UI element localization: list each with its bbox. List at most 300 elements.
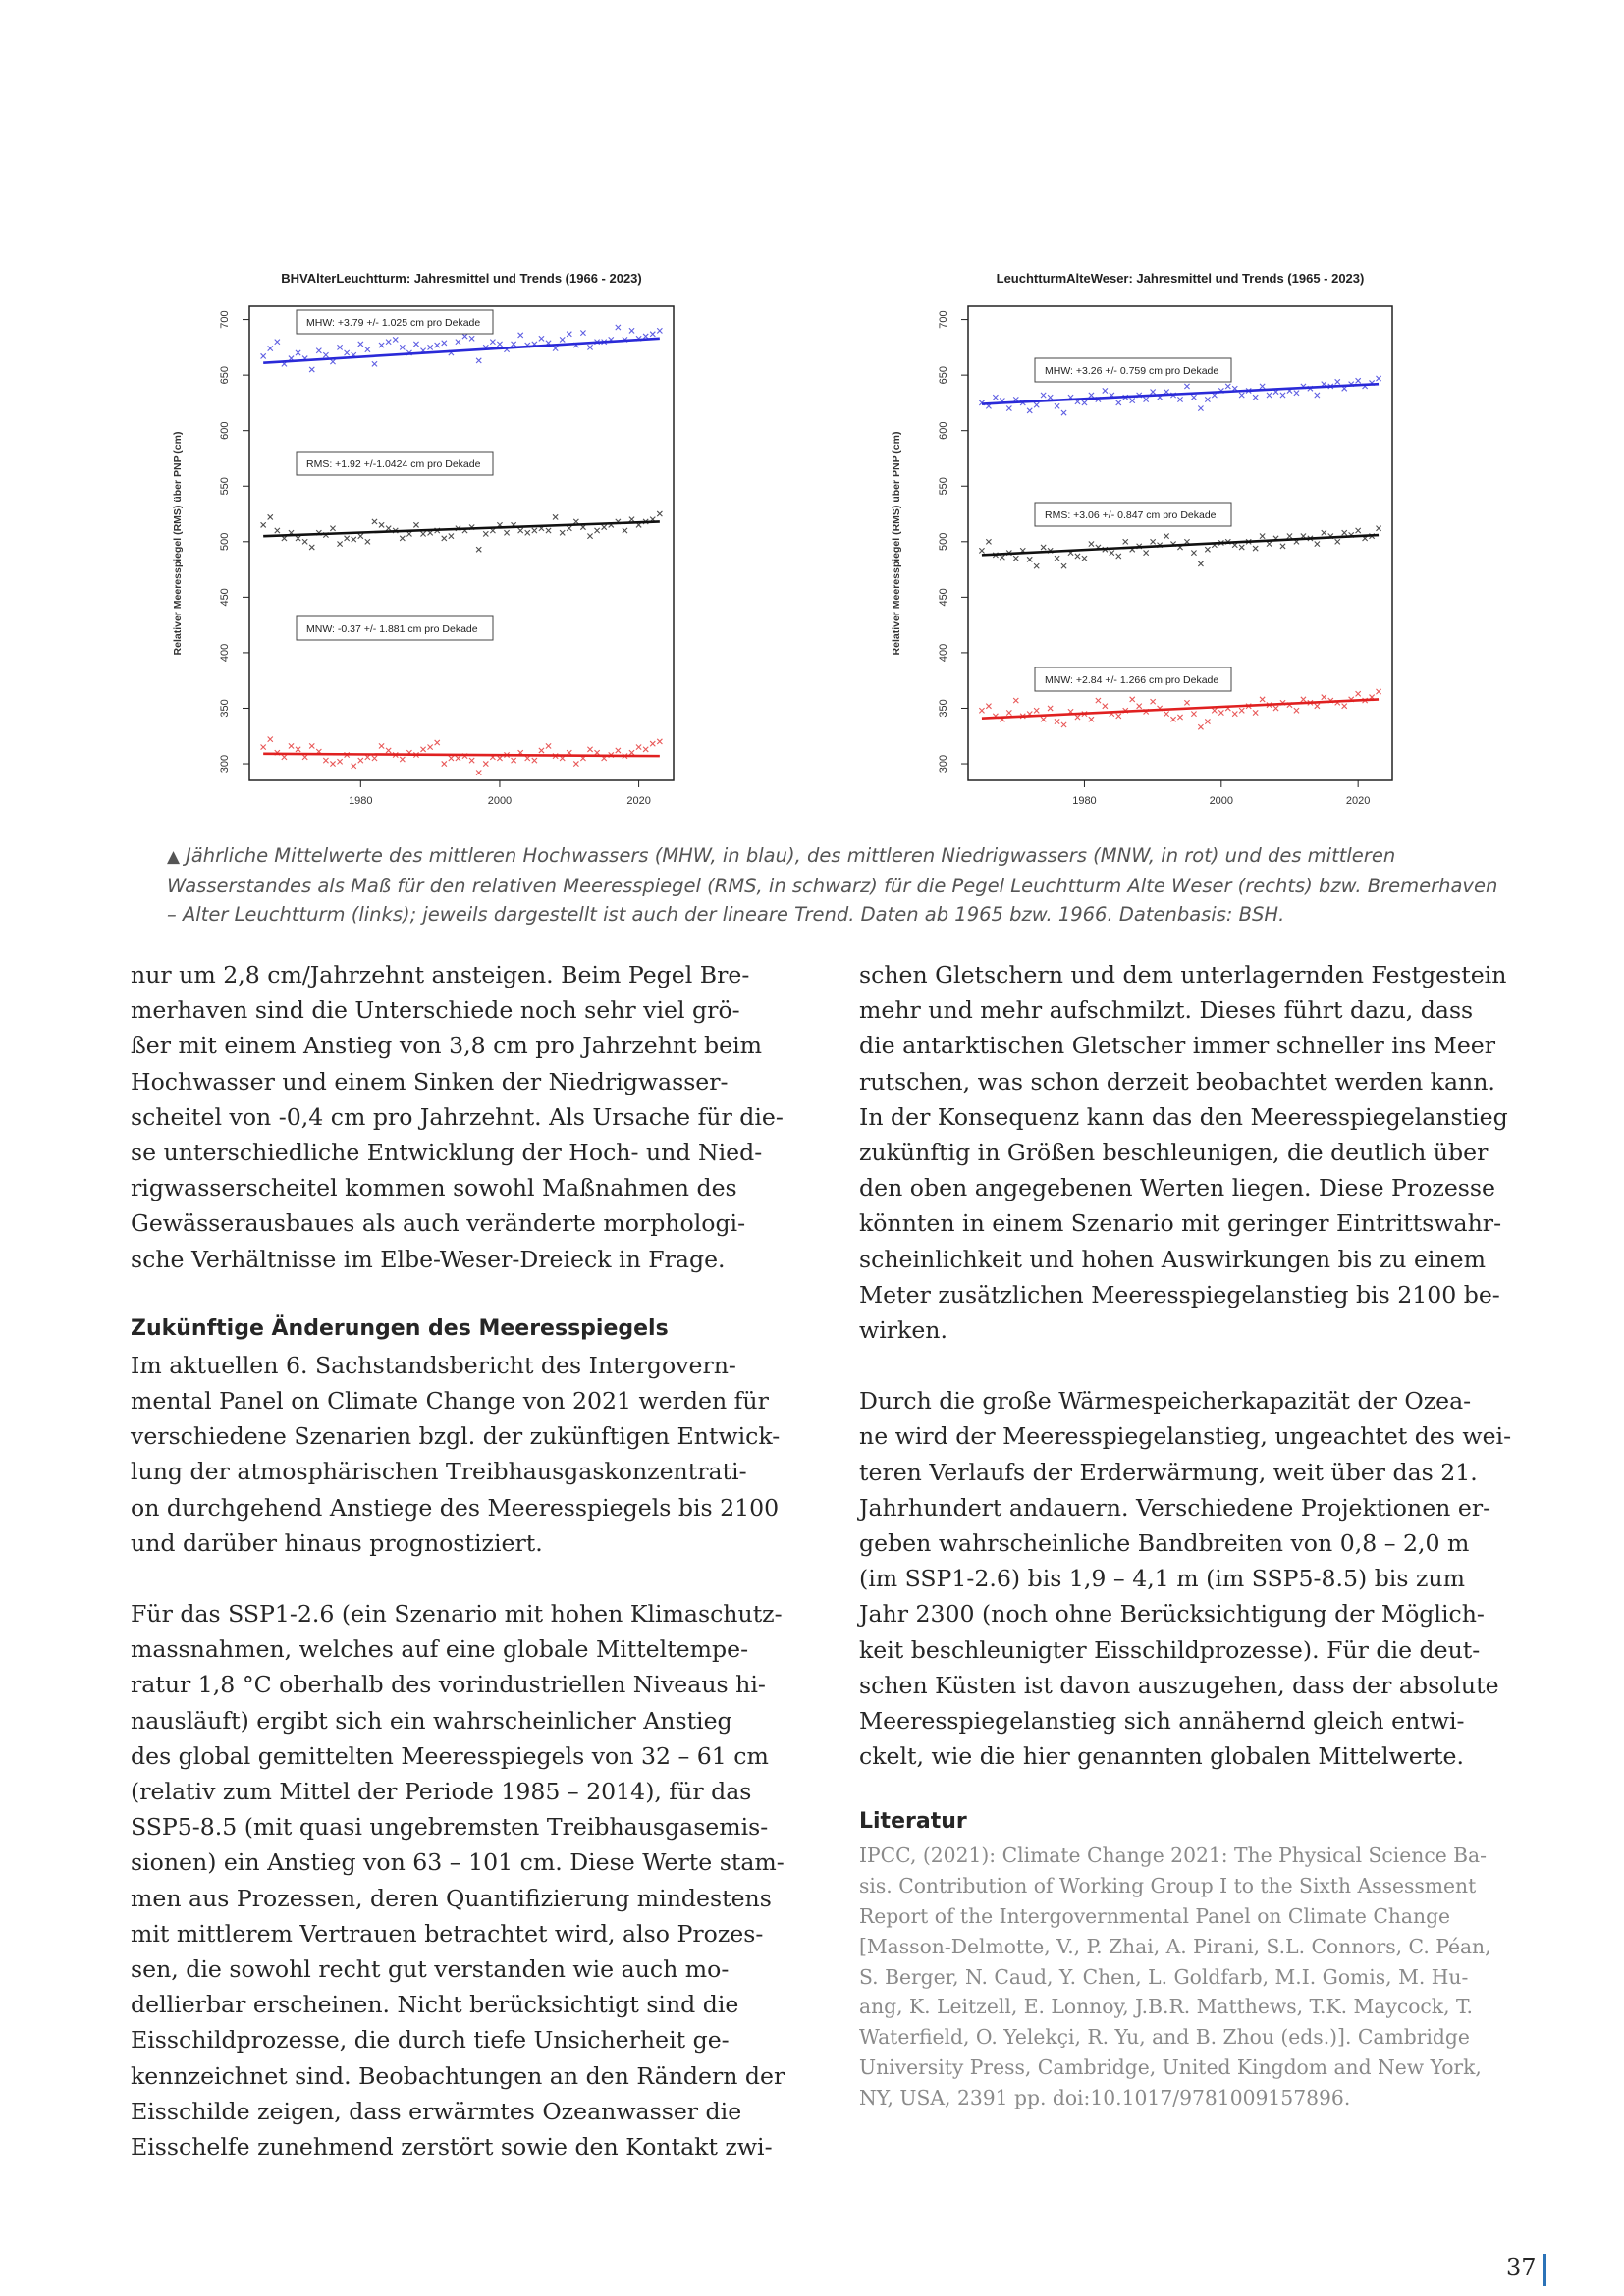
y-tick-label: 450 bbox=[219, 588, 231, 607]
y-tick-label: 600 bbox=[219, 421, 231, 440]
y-tick-label: 700 bbox=[219, 310, 231, 329]
y-tick-label: 300 bbox=[219, 754, 231, 774]
data-point-x-marker bbox=[476, 547, 481, 552]
data-point-x-marker bbox=[483, 761, 488, 766]
data-point-x-marker bbox=[504, 530, 509, 535]
data-point-x-marker bbox=[497, 756, 502, 761]
left-paragraph-2 bbox=[131, 1348, 820, 1561]
text-line: Eisschilde zeigen, dass erwärmtes Ozeanwasser die bbox=[131, 2097, 742, 2125]
data-point-x-marker bbox=[1048, 706, 1053, 711]
text-line: schen Gletschern und dem unterlagernden Festgestein bbox=[859, 961, 1507, 988]
text-line: nur um 2,8 cm/Jahrzehnt ansteigen. Beim Pegel Bre- bbox=[131, 961, 750, 988]
text-line: S. Berger, N. Caud, Y. Chen, L. Goldfarb, M.I. Gomis, M. Hu- bbox=[859, 1964, 1469, 1989]
left-paragraph-3 bbox=[131, 1596, 820, 2164]
data-point-x-marker bbox=[261, 522, 266, 527]
data-point-x-marker bbox=[296, 350, 300, 355]
data-point-x-marker bbox=[330, 359, 335, 364]
data-point-x-marker bbox=[512, 758, 516, 763]
data-point-x-marker bbox=[268, 346, 273, 350]
data-point-x-marker bbox=[1116, 400, 1121, 405]
chart-alte-weser bbox=[886, 257, 1396, 815]
data-point-x-marker bbox=[497, 342, 502, 347]
data-point-x-marker bbox=[386, 526, 391, 531]
data-point-x-marker bbox=[1205, 397, 1210, 401]
y-tick-label: 550 bbox=[219, 477, 231, 496]
data-point-x-marker bbox=[1294, 391, 1299, 396]
text-line: Jahr 2300 (noch ohne Berücksichtigung der Möglich- bbox=[859, 1600, 1485, 1629]
text-line: massnahmen, welches auf eine globale Mitteltempe- bbox=[131, 1635, 749, 1664]
text-line: schen Küsten ist davon auszugehen, dass der absolute bbox=[859, 1671, 1499, 1699]
data-point-x-marker bbox=[1218, 710, 1223, 715]
data-point-x-marker bbox=[1177, 397, 1182, 401]
y-tick-label: 700 bbox=[938, 310, 949, 329]
data-point-x-marker bbox=[643, 747, 648, 752]
data-point-x-marker bbox=[594, 528, 599, 533]
data-point-x-marker bbox=[337, 759, 342, 764]
data-point-x-marker bbox=[1225, 384, 1230, 389]
data-point-x-marker bbox=[358, 534, 363, 539]
data-point-x-marker bbox=[476, 770, 481, 774]
data-point-x-marker bbox=[512, 342, 516, 347]
data-point-x-marker bbox=[1239, 545, 1244, 550]
y-tick-label: 650 bbox=[219, 365, 231, 385]
left-paragraph-1 bbox=[131, 957, 820, 1277]
data-point-x-marker bbox=[289, 743, 294, 748]
data-point-x-marker bbox=[546, 743, 551, 748]
data-point-x-marker bbox=[400, 757, 405, 762]
literature-heading: Literatur bbox=[859, 1809, 967, 1835]
data-point-x-marker bbox=[379, 522, 384, 527]
data-point-x-marker bbox=[1089, 717, 1094, 721]
data-point-x-marker bbox=[1170, 717, 1175, 721]
plot-frame bbox=[249, 306, 674, 780]
data-point-x-marker bbox=[1184, 384, 1189, 389]
data-point-x-marker bbox=[275, 528, 280, 533]
text-line: ang, K. Leitzell, E. Lonnoy, J.B.R. Matthews, T.K. Maycock, T. bbox=[859, 1995, 1473, 2019]
data-point-x-marker bbox=[1198, 561, 1203, 566]
text-line: men aus Prozessen, deren Quantifizierung mindestens bbox=[131, 1884, 772, 1912]
data-point-x-marker bbox=[1164, 712, 1168, 717]
text-line: SSP5-8.5 (mit quasi ungebremsten Treibhausgasemis- bbox=[131, 1813, 769, 1842]
data-point-x-marker bbox=[282, 755, 287, 760]
data-point-x-marker bbox=[1013, 556, 1018, 561]
data-point-x-marker bbox=[275, 340, 280, 345]
data-point-x-marker bbox=[532, 528, 537, 533]
data-point-x-marker bbox=[469, 336, 474, 341]
data-point-x-marker bbox=[1055, 556, 1059, 561]
y-tick-label: 350 bbox=[219, 699, 231, 718]
y-tick-label: 600 bbox=[938, 421, 949, 440]
data-point-x-marker bbox=[456, 756, 460, 761]
right-paragraph-2 bbox=[859, 1383, 1548, 1774]
data-point-x-marker bbox=[1006, 405, 1011, 410]
literature-entry bbox=[859, 1841, 1548, 2112]
data-point-x-marker bbox=[560, 530, 565, 535]
y-tick-label: 300 bbox=[938, 754, 949, 774]
data-point-x-marker bbox=[657, 511, 662, 516]
data-point-x-marker bbox=[337, 541, 342, 546]
data-point-x-marker bbox=[650, 332, 655, 337]
data-point-x-marker bbox=[449, 756, 454, 761]
data-point-x-marker bbox=[345, 536, 350, 541]
data-point-x-marker bbox=[1301, 697, 1306, 702]
trend-line-mnw bbox=[263, 754, 660, 756]
data-point-x-marker bbox=[483, 531, 488, 536]
data-point-x-marker bbox=[629, 517, 634, 522]
data-point-x-marker bbox=[1089, 393, 1094, 398]
left-column bbox=[131, 957, 820, 2164]
data-point-x-marker bbox=[449, 534, 454, 539]
data-point-x-marker bbox=[1280, 393, 1285, 398]
data-point-x-marker bbox=[580, 331, 585, 336]
data-point-x-marker bbox=[1376, 689, 1380, 694]
data-point-x-marker bbox=[567, 332, 571, 337]
data-point-x-marker bbox=[352, 764, 356, 769]
data-point-x-marker bbox=[979, 548, 984, 553]
data-point-x-marker bbox=[442, 761, 447, 766]
data-point-x-marker bbox=[1294, 708, 1299, 713]
data-point-x-marker bbox=[1342, 530, 1347, 535]
x-tick-label: 2020 bbox=[1345, 795, 1371, 807]
text-line: mehr und mehr aufschmilzt. Dieses führt dazu, dass bbox=[859, 996, 1474, 1025]
x-tick-label: 1980 bbox=[1072, 795, 1097, 807]
caption-triangle-icon: ▲ bbox=[167, 847, 181, 867]
data-point-x-marker bbox=[1137, 704, 1142, 709]
text-line: die antarktischen Gletscher immer schneller ins Meer bbox=[859, 1032, 1496, 1060]
data-point-x-marker bbox=[1055, 403, 1059, 408]
text-line: Im aktuellen 6. Sachstandsbericht des Intergovern- bbox=[131, 1351, 736, 1379]
data-point-x-marker bbox=[629, 750, 634, 755]
text-line: könnten in einem Szenario mit geringer Eintrittswahr- bbox=[859, 1209, 1502, 1238]
text-line: rutschen, was schon derzeit beobachtet werden kann. bbox=[859, 1067, 1495, 1095]
data-point-x-marker bbox=[323, 352, 328, 357]
data-point-x-marker bbox=[1048, 395, 1053, 400]
data-point-x-marker bbox=[302, 539, 307, 544]
data-point-x-marker bbox=[358, 342, 363, 347]
data-point-x-marker bbox=[476, 358, 481, 363]
text-line: Eisschildprozesse, die durch tiefe Unsicherheit ge- bbox=[131, 2026, 730, 2055]
data-point-x-marker bbox=[1287, 534, 1292, 539]
data-point-x-marker bbox=[1075, 715, 1080, 720]
annotation-text-mhw: MHW: +3.79 +/- 1.025 cm pro Dekade bbox=[306, 317, 481, 329]
data-point-x-marker bbox=[573, 761, 578, 766]
series-rms bbox=[261, 511, 663, 552]
y-tick-label: 400 bbox=[938, 643, 949, 663]
right-column bbox=[859, 957, 1548, 2113]
text-line: Durch die große Wärmespeicherkapazität der Ozea- bbox=[859, 1387, 1472, 1415]
chart-title: BHVAlterLeuchtturm: Jahresmittel und Trends (1966 - 2023) bbox=[281, 271, 642, 286]
data-point-x-marker bbox=[296, 747, 300, 752]
data-point-x-marker bbox=[518, 333, 523, 338]
annotation-text-rms: RMS: +3.06 +/- 0.847 cm pro Dekade bbox=[1045, 509, 1217, 521]
text-line: rigwasserscheitel kommen sowohl Maßnahmen des bbox=[131, 1174, 737, 1202]
data-point-x-marker bbox=[1356, 691, 1361, 696]
data-point-x-marker bbox=[358, 758, 363, 763]
text-line: wirken. bbox=[859, 1316, 947, 1345]
y-tick-label: 500 bbox=[938, 532, 949, 551]
text-line: sche Verhältnisse im Elbe-Weser-Dreieck in Frage. bbox=[131, 1245, 726, 1273]
text-line: Hochwasser und einem Sinken der Niedrigwasser- bbox=[131, 1067, 729, 1095]
data-point-x-marker bbox=[413, 522, 418, 527]
data-point-x-marker bbox=[372, 361, 377, 366]
data-point-x-marker bbox=[587, 345, 592, 349]
data-point-x-marker bbox=[1061, 722, 1066, 727]
data-point-x-marker bbox=[1041, 717, 1046, 721]
data-point-x-marker bbox=[413, 342, 418, 347]
data-point-x-marker bbox=[1123, 539, 1128, 544]
annotation-text-mnw: MNW: +2.84 +/- 1.266 cm pro Dekade bbox=[1045, 674, 1219, 686]
data-point-x-marker bbox=[986, 539, 991, 544]
data-point-x-marker bbox=[400, 345, 405, 349]
text-line: ckelt, wie die hier genannten globalen Mittelwerte. bbox=[859, 1742, 1464, 1771]
data-point-x-marker bbox=[316, 348, 321, 353]
data-point-x-marker bbox=[1315, 704, 1320, 709]
text-line: In der Konsequenz kann das den Meeresspiegelanstieg bbox=[859, 1102, 1508, 1131]
text-line: mit mittlerem Vertrauen betrachtet wird, also Prozes- bbox=[131, 1919, 764, 1948]
text-line: lung der atmosphärischen Treibhausgaskonzentrati- bbox=[131, 1458, 747, 1486]
data-point-x-marker bbox=[546, 528, 551, 533]
data-point-x-marker bbox=[1034, 402, 1039, 407]
chart-svg bbox=[886, 257, 1396, 815]
data-point-x-marker bbox=[1232, 712, 1237, 717]
data-point-x-marker bbox=[1260, 534, 1265, 539]
data-point-x-marker bbox=[268, 514, 273, 519]
data-point-x-marker bbox=[1055, 719, 1059, 723]
data-point-x-marker bbox=[636, 744, 641, 749]
data-point-x-marker bbox=[1342, 704, 1347, 709]
text-line: sis. Contribution of Working Group I to the Sixth Assessment bbox=[859, 1874, 1477, 1898]
data-point-x-marker bbox=[616, 325, 621, 330]
data-point-x-marker bbox=[1356, 528, 1361, 533]
data-point-x-marker bbox=[309, 743, 314, 748]
data-point-x-marker bbox=[309, 545, 314, 550]
data-point-x-marker bbox=[1212, 708, 1217, 713]
annotation-text-rms: RMS: +1.92 +/-1.0424 cm pro Dekade bbox=[306, 458, 481, 470]
data-point-x-marker bbox=[602, 524, 607, 529]
data-point-x-marker bbox=[1239, 708, 1244, 713]
text-line: ßer mit einem Anstieg von 3,8 cm pro Jahrzehnt beim bbox=[131, 1032, 763, 1060]
annotation-text-mhw: MHW: +3.26 +/- 0.759 cm pro Dekade bbox=[1045, 365, 1219, 377]
data-point-x-marker bbox=[365, 539, 370, 544]
x-tick-label: 2000 bbox=[1209, 795, 1234, 807]
data-point-x-marker bbox=[1280, 544, 1285, 549]
data-point-x-marker bbox=[372, 756, 377, 761]
text-line: zukünftig in Größen beschleunigen, die deutlich über bbox=[859, 1139, 1489, 1167]
data-point-x-marker bbox=[1191, 712, 1196, 717]
data-point-x-marker bbox=[553, 346, 558, 350]
data-point-x-marker bbox=[1315, 541, 1320, 546]
text-line: und darüber hinaus prognostiziert. bbox=[131, 1528, 543, 1557]
text-line: nausläuft) ergibt sich ein wahrscheinlicher Anstieg bbox=[131, 1706, 732, 1735]
data-point-x-marker bbox=[1000, 555, 1004, 560]
data-point-x-marker bbox=[629, 328, 634, 333]
text-line: Jahrhundert andauern. Verschiedene Projektionen er- bbox=[859, 1493, 1491, 1522]
data-point-x-marker bbox=[657, 739, 662, 744]
data-point-x-marker bbox=[1027, 557, 1032, 561]
data-point-x-marker bbox=[1082, 556, 1087, 561]
data-point-x-marker bbox=[1034, 708, 1039, 713]
data-point-x-marker bbox=[553, 514, 558, 519]
data-point-x-marker bbox=[623, 528, 627, 533]
text-line: kennzeichnet sind. Beobachtungen an den Rändern der bbox=[131, 2061, 785, 2090]
data-point-x-marker bbox=[1260, 697, 1265, 702]
data-point-x-marker bbox=[400, 536, 405, 541]
text-line: Meeresspiegelanstieg sich annähernd gleich entwi- bbox=[859, 1707, 1465, 1735]
text-line: Meter zusätzlichen Meeresspiegelanstieg bis 2100 be- bbox=[859, 1280, 1500, 1308]
data-point-x-marker bbox=[490, 340, 495, 345]
y-tick-label: 500 bbox=[219, 532, 231, 551]
data-point-x-marker bbox=[1116, 714, 1121, 719]
x-tick-label: 1980 bbox=[349, 795, 373, 807]
data-point-x-marker bbox=[428, 345, 433, 349]
series-rms bbox=[979, 526, 1380, 569]
data-point-x-marker bbox=[1116, 554, 1121, 559]
data-point-x-marker bbox=[986, 704, 991, 709]
text-line: (im SSP1-2.6) bis 1,9 – 4,1 m (im SSP5-8.5) bis zum bbox=[859, 1565, 1465, 1593]
data-point-x-marker bbox=[1376, 376, 1380, 381]
data-point-x-marker bbox=[657, 328, 662, 333]
data-point-x-marker bbox=[1096, 698, 1101, 703]
data-point-x-marker bbox=[1151, 539, 1156, 544]
data-point-x-marker bbox=[1335, 379, 1340, 384]
data-point-x-marker bbox=[1322, 530, 1326, 535]
data-point-x-marker bbox=[386, 340, 391, 345]
data-point-x-marker bbox=[539, 748, 544, 753]
data-point-x-marker bbox=[560, 337, 565, 342]
y-tick-label: 400 bbox=[219, 643, 231, 663]
text-line: on durchgehend Anstiege des Meeresspiegels bis 2100 bbox=[131, 1493, 780, 1522]
text-line: Waterfield, O. Yelekçi, R. Yu, and B. Zhou (eds.)]. Cambridge bbox=[859, 2025, 1470, 2050]
y-tick-label: 350 bbox=[938, 699, 949, 718]
data-point-x-marker bbox=[993, 395, 998, 400]
data-point-x-marker bbox=[1041, 393, 1046, 398]
data-point-x-marker bbox=[1144, 551, 1149, 556]
caption-text: Jährliche Mittelwerte des mittleren Hochwassers (MHW, in blau), des mittleren Niedrigwassers (MNW, in rot) und des mittleren Wasserstandes als Maß für den relativen Meeresspiegel (RMS, in schwarz) für die Pegel Leuchtturm Alte Weser (rechts) bzw. Bremerhaven – Alter Leuchtturm (links); jeweils dargestellt ist auch der lineare Trend. Daten ab 1965 bzw. 1966. Datenbasis: BSH. bbox=[167, 844, 1498, 926]
data-point-x-marker bbox=[1253, 546, 1258, 551]
text-line: Report of the Intergovernmental Panel on Climate Change bbox=[859, 1904, 1451, 1929]
trend-line-mhw bbox=[263, 339, 660, 363]
data-point-x-marker bbox=[1061, 410, 1066, 415]
chart-title: LeuchtturmAlteWeser: Jahresmittel und Trends (1965 - 2023) bbox=[996, 271, 1365, 286]
text-line: scheitel von -0,4 cm pro Jahrzehnt. Als Ursache für die- bbox=[131, 1102, 784, 1131]
data-point-x-marker bbox=[456, 340, 460, 345]
data-point-x-marker bbox=[1144, 397, 1149, 401]
literature-block bbox=[859, 1841, 1548, 2112]
text-line: sen, die sowohl recht gut verstanden wie auch mo- bbox=[131, 1955, 730, 1984]
text-line: NY, USA, 2391 pp. doi:10.1017/9781009157896. bbox=[859, 2085, 1351, 2109]
data-point-x-marker bbox=[1027, 408, 1032, 413]
data-point-x-marker bbox=[379, 743, 384, 748]
data-point-x-marker bbox=[379, 343, 384, 347]
figure-caption bbox=[167, 841, 1502, 929]
data-point-x-marker bbox=[1315, 393, 1320, 398]
data-point-x-marker bbox=[1075, 554, 1080, 559]
data-point-x-marker bbox=[442, 536, 447, 541]
data-point-x-marker bbox=[1103, 388, 1108, 393]
data-point-x-marker bbox=[345, 350, 350, 355]
text-line: scheinlichkeit und hohen Auswirkungen bis zu einem bbox=[859, 1245, 1486, 1273]
data-point-x-marker bbox=[518, 528, 523, 533]
data-point-x-marker bbox=[1267, 393, 1272, 398]
data-point-x-marker bbox=[1260, 384, 1265, 389]
data-point-x-marker bbox=[462, 334, 467, 339]
data-point-x-marker bbox=[1253, 710, 1258, 715]
data-point-x-marker bbox=[1205, 719, 1210, 723]
text-line: verschiedene Szenarien bzgl. der zukünftigen Entwick- bbox=[131, 1422, 781, 1451]
data-point-x-marker bbox=[1198, 724, 1203, 729]
text-line: Eisschelfe zunehmend zerstört sowie den Kontakt zwi- bbox=[131, 2133, 773, 2162]
data-point-x-marker bbox=[532, 758, 537, 763]
data-point-x-marker bbox=[435, 740, 440, 745]
data-point-x-marker bbox=[372, 519, 377, 524]
data-point-x-marker bbox=[616, 748, 621, 753]
text-line: den oben angegebenen Werten liegen. Diese Prozesse bbox=[859, 1174, 1495, 1202]
data-point-x-marker bbox=[587, 534, 592, 539]
trend-line-mhw bbox=[982, 384, 1379, 403]
y-tick-label: 550 bbox=[938, 477, 949, 496]
data-point-x-marker bbox=[393, 337, 398, 342]
chart-bremerhaven bbox=[167, 257, 677, 815]
data-point-x-marker bbox=[435, 343, 440, 347]
text-line: University Press, Cambridge, United Kingdom and New York, bbox=[859, 2056, 1482, 2080]
y-axis-label: Relativer Meeresspiegel (RMS) über PNP (cm) bbox=[891, 431, 902, 656]
y-tick-label: 650 bbox=[938, 365, 949, 385]
data-point-x-marker bbox=[1006, 710, 1011, 715]
data-point-x-marker bbox=[539, 336, 544, 341]
data-point-x-marker bbox=[420, 747, 425, 752]
trend-line-rms bbox=[263, 521, 660, 536]
text-line: dellierbar erscheinen. Nicht berücksichtigt sind die bbox=[131, 1991, 739, 2019]
data-point-x-marker bbox=[1130, 399, 1135, 403]
y-tick-label: 450 bbox=[938, 588, 949, 607]
data-point-x-marker bbox=[587, 747, 592, 752]
data-point-x-marker bbox=[1151, 699, 1156, 704]
data-point-x-marker bbox=[979, 708, 984, 713]
text-line: mental Panel on Climate Change von 2021 werden für bbox=[131, 1387, 769, 1415]
data-point-x-marker bbox=[1177, 715, 1182, 720]
data-point-x-marker bbox=[1198, 405, 1203, 410]
text-line: Gewässerausbaues als auch veränderte morphologi- bbox=[131, 1209, 746, 1238]
data-point-x-marker bbox=[302, 755, 307, 760]
data-point-x-marker bbox=[1164, 534, 1168, 539]
data-point-x-marker bbox=[330, 526, 335, 531]
data-point-x-marker bbox=[1103, 704, 1108, 709]
data-point-x-marker bbox=[1041, 545, 1046, 550]
text-line: teren Verlaufs der Erderwärmung, weit über das 21. bbox=[859, 1458, 1478, 1486]
section-heading: Zukünftige Änderungen des Meeresspiegels bbox=[131, 1315, 669, 1341]
data-point-x-marker bbox=[309, 367, 314, 372]
data-point-x-marker bbox=[1013, 698, 1018, 703]
data-point-x-marker bbox=[567, 526, 571, 531]
chart-svg bbox=[167, 257, 677, 815]
data-point-x-marker bbox=[525, 530, 530, 535]
data-point-x-marker bbox=[323, 758, 328, 763]
y-axis-label: Relativer Meeresspiegel (RMS) über PNP (cm) bbox=[172, 431, 184, 656]
text-line: [Masson-Delmotte, V., P. Zhai, A. Pirani, S.L. Connors, C. Péan, bbox=[859, 1934, 1491, 1958]
data-point-x-marker bbox=[1253, 395, 1258, 400]
text-line: IPCC, (2021): Climate Change 2021: The Physical Science Ba- bbox=[859, 1843, 1487, 1868]
data-point-x-marker bbox=[1239, 393, 1244, 398]
text-line: keit beschleunigter Eisschildprozesse). Für die deut- bbox=[859, 1635, 1481, 1664]
annotation-text-mnw: MNW: -0.37 +/- 1.881 cm pro Dekade bbox=[306, 623, 478, 635]
data-point-x-marker bbox=[1110, 551, 1114, 556]
data-point-x-marker bbox=[261, 744, 266, 749]
data-point-x-marker bbox=[337, 345, 342, 349]
series-mnw bbox=[261, 737, 663, 775]
text-line: sionen) ein Anstieg von 63 – 101 cm. Diese Werte stam- bbox=[131, 1848, 785, 1877]
x-tick-label: 2000 bbox=[487, 795, 513, 807]
data-point-x-marker bbox=[442, 341, 447, 346]
